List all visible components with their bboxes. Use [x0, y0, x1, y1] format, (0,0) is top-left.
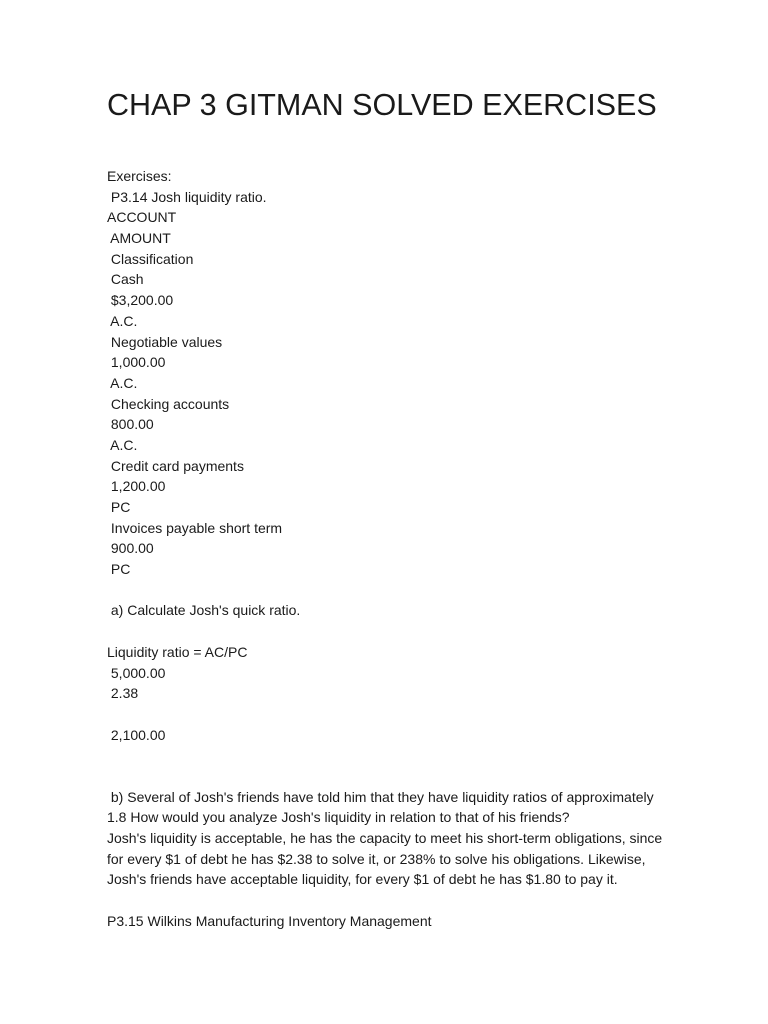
text-line: a) Calculate Josh's quick ratio. [107, 602, 301, 619]
text-line: A.C. [107, 312, 138, 329]
text-line: 2,100.00 [107, 726, 166, 743]
text-line: Negotiable values [107, 333, 223, 350]
text-line: Exercises: [107, 168, 172, 184]
document-title: CHAP 3 GITMAN SOLVED EXERCISES [107, 88, 657, 122]
blank-line [107, 580, 667, 601]
text-line: Josh's friends have acceptable liquidity, for every $1 of debt he has $1.80 to pay it. [107, 871, 618, 888]
text-line: 900.00 [107, 540, 154, 557]
text-line: 1.8 How would you analyze Josh's liquidity in relation to that of his friends? [107, 809, 570, 826]
text-line: Credit card payments [107, 457, 244, 474]
text-line: for every $1 of debt he has $2.38 to solve it, or 238% to solve his obligations. Likewise, [107, 850, 646, 867]
text-line: P3.14 Josh liquidity ratio. [107, 188, 267, 205]
blank-line [107, 621, 667, 642]
text-line: Cash [107, 271, 144, 288]
text-line: 800.00 [107, 416, 154, 433]
text-line: Liquidity ratio = AC/PC [107, 643, 248, 660]
document-body [107, 166, 667, 931]
text-line: ACCOUNT [107, 209, 177, 226]
text-line: Checking accounts [107, 395, 230, 412]
text-line: PC [107, 499, 131, 515]
text-line: A.C. [107, 436, 138, 453]
text-line: b) Several of Josh's friends have told him that they have liquidity ratios of approximately [107, 788, 654, 805]
text-line: Classification [107, 250, 194, 267]
text-line: AMOUNT [107, 230, 171, 247]
text-line: Josh's liquidity is acceptable, he has the capacity to meet his short-term obligations, since [107, 830, 663, 846]
blank-line [107, 890, 667, 911]
text-line: A.C. [107, 374, 138, 391]
text-line: 1,200.00 [107, 478, 166, 495]
blank-line [107, 745, 667, 766]
text-line: 1,000.00 [107, 354, 166, 371]
text-line: $3,200.00 [107, 292, 174, 309]
blank-line [107, 766, 667, 787]
text-line: Invoices payable short term [107, 519, 283, 536]
text-line: 5,000.00 [107, 664, 166, 681]
text-line: PC [107, 561, 131, 578]
text-line: P3.15 Wilkins Manufacturing Inventory Management [107, 912, 432, 929]
blank-line [107, 704, 667, 725]
text-line: 2.38 [107, 685, 139, 702]
